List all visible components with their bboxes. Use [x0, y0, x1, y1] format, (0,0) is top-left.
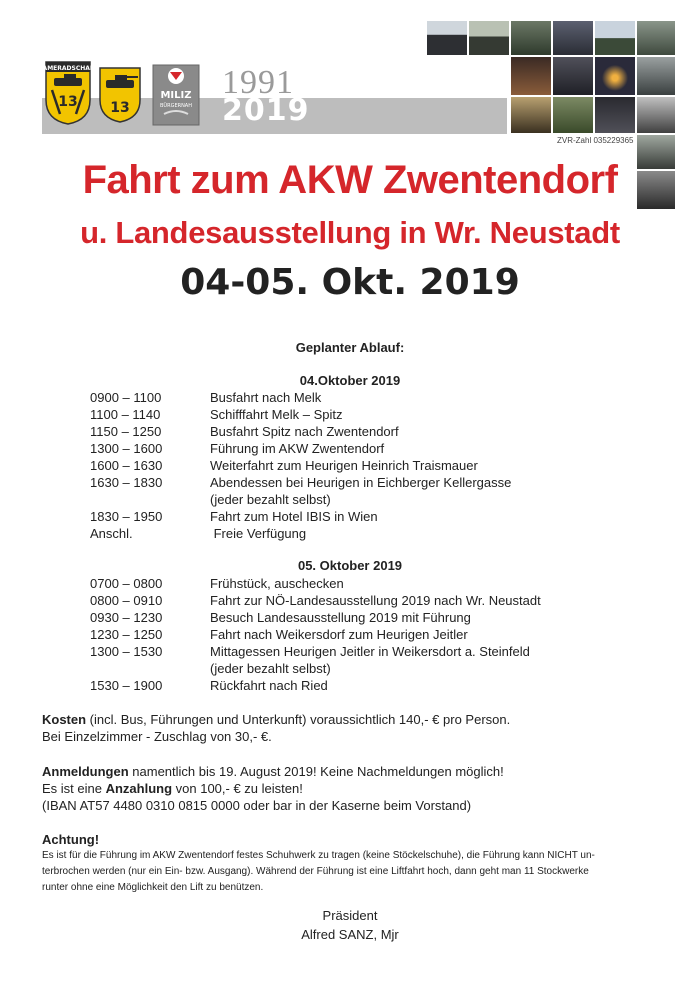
schedule-description: Abendessen bei Heurigen in Eichberger Kellergasse	[210, 475, 512, 490]
photo	[636, 96, 676, 134]
registration-label: Anmeldungen	[42, 764, 129, 779]
schedule-row	[90, 525, 306, 542]
schedule-description: Führung im AKW Zwentendorf	[210, 441, 385, 456]
registration-line-1	[42, 763, 662, 780]
schedule-row	[90, 592, 541, 609]
deposit-text: von 100,- € zu leisten!	[172, 781, 303, 796]
year-start: 1991	[222, 64, 294, 101]
header	[0, 0, 700, 160]
photo	[636, 20, 676, 56]
schedule-time: 0700 – 0800	[90, 576, 163, 591]
schedule-row	[90, 643, 530, 660]
schedule-description: Schifffahrt Melk – Spitz	[210, 407, 343, 422]
signature-name: Alfred SANZ, Mjr	[301, 927, 399, 942]
schedule-description: Fahrt zur NÖ-Landesausstellung 2019 nach Wr. Neustadt	[210, 593, 541, 608]
photo	[594, 20, 636, 56]
deposit-label: Anzahlung	[105, 781, 173, 796]
miliz-logo-subtext: BÜRGERNAH	[160, 103, 192, 109]
photo	[552, 96, 594, 134]
schedule-row	[90, 491, 331, 508]
schedule-description: Busfahrt nach Melk	[210, 390, 322, 405]
photo	[426, 20, 468, 56]
photo	[552, 56, 594, 96]
day1-heading: 04.Oktober 2019	[299, 373, 401, 388]
schedule-time: 1830 – 1950	[90, 509, 163, 524]
schedule-row	[90, 660, 331, 677]
photo	[468, 20, 510, 56]
title-line-1: Fahrt zum AKW Zwentendorf	[82, 158, 618, 202]
iban-line: (IBAN AT57 4480 0310 0815 0000 oder bar in der Kaserne beim Vorstand)	[42, 798, 472, 813]
schedule-time: 0900 – 1100	[90, 390, 162, 405]
schedule-description: Rückfahrt nach Ried	[210, 678, 328, 693]
schedule-heading: Geplanter Ablauf:	[295, 340, 405, 355]
schedule-time: 1600 – 1630	[90, 458, 163, 473]
kameradschaft-logo	[37, 60, 99, 126]
schedule-description: Freie Verfügung	[210, 526, 307, 541]
schedule-row	[90, 575, 344, 592]
schedule-time: 1150 – 1250	[90, 424, 162, 439]
title-date: 04-05. Okt. 2019	[180, 262, 520, 303]
schedule-time: 0930 – 1230	[90, 610, 163, 625]
schedule-time: Anschl.	[90, 526, 133, 541]
schedule-row	[90, 677, 328, 694]
schedule-time: 0800 – 0910	[90, 593, 163, 608]
attention-line-3: runter ohne eine Möglichkeit den Lift zu benützen.	[42, 882, 264, 893]
photo	[636, 56, 676, 96]
schedule-row	[90, 440, 384, 457]
year-end: 2019	[222, 93, 310, 128]
title-line-2: u. Landesausstellung in Wr. Neustadt	[80, 215, 620, 250]
costs-line-1	[42, 711, 662, 728]
schedule-time: 1530 – 1900	[90, 678, 163, 693]
deposit-pre: Es ist eine	[42, 781, 106, 796]
schedule-description: Mittagessen Heurigen Jeitler in Weikersdort a. Steinfeld	[210, 644, 530, 659]
costs-text: (incl. Bus, Führungen und Unterkunft) voraussichtlich 140,- € pro Person.	[86, 712, 511, 727]
schedule-description: Frühstück, auschecken	[210, 576, 344, 591]
shield-13-logo	[98, 66, 142, 124]
schedule-time: 1300 – 1530	[90, 644, 163, 659]
schedule-time: 1100 – 1140	[90, 407, 161, 422]
schedule-time: 1230 – 1250	[90, 627, 163, 642]
photo	[510, 96, 552, 134]
kameradschaft-logo-number: 13	[58, 94, 78, 110]
shield-13-number: 13	[110, 100, 130, 116]
schedule-description: Weiterfahrt zum Heurigen Heinrich Traismauer	[210, 458, 478, 473]
signature-role: Präsident	[322, 908, 378, 923]
attention-line-1: Es ist für die Führung im AKW Zwentendorf festes Schuhwerk zu tragen (keine Stöckelschuhe), die Führung kann NICHT un-	[42, 850, 595, 861]
attention-label: Achtung!	[42, 832, 100, 847]
zvr-number: ZVR-Zahl 035229365	[557, 136, 634, 145]
photo	[594, 96, 636, 134]
schedule-time: 1630 – 1830	[90, 475, 163, 490]
schedule-row	[90, 406, 342, 423]
schedule-description: Busfahrt Spitz nach Zwentendorf	[210, 424, 399, 439]
photo	[594, 56, 636, 96]
schedule-row	[90, 457, 478, 474]
schedule-description: (jeder bezahlt selbst)	[210, 661, 331, 676]
photo	[510, 56, 552, 96]
day2-heading: 05. Oktober 2019	[297, 558, 403, 573]
schedule-row	[90, 626, 468, 643]
registration-line-2	[42, 780, 662, 797]
schedule-description: Besuch Landesausstellung 2019 mit Führung	[210, 610, 471, 625]
schedule-time: 1300 – 1600	[90, 441, 163, 456]
schedule-row	[90, 609, 471, 626]
kameradschaft-logo-text: KAMERADSCHAFT	[37, 65, 99, 72]
photo	[510, 20, 552, 56]
costs-label: Kosten	[42, 712, 87, 727]
schedule-description: (jeder bezahlt selbst)	[210, 492, 331, 507]
miliz-logo-text: MILIZ	[160, 90, 192, 101]
schedule-description: Fahrt nach Weikersdorf zum Heurigen Jeitler	[210, 627, 468, 642]
attention-line-2: terbrochen werden (nur ein Ein- bzw. Ausgang). Während der Führung ist eine Liftfahrt hoch, dann geht man 11 Stockwerke	[42, 866, 589, 877]
costs-line-2: Bei Einzelzimmer - Zuschlag von 30,- €.	[42, 729, 272, 744]
schedule-row	[90, 389, 321, 406]
schedule-row	[90, 423, 399, 440]
registration-text: namentlich bis 19. August 2019! Keine Nachmeldungen möglich!	[128, 764, 504, 779]
schedule-row	[90, 474, 511, 491]
schedule-description: Fahrt zum Hotel IBIS in Wien	[210, 509, 378, 524]
schedule-row	[90, 508, 378, 525]
miliz-logo	[152, 64, 200, 126]
photo	[552, 20, 594, 56]
